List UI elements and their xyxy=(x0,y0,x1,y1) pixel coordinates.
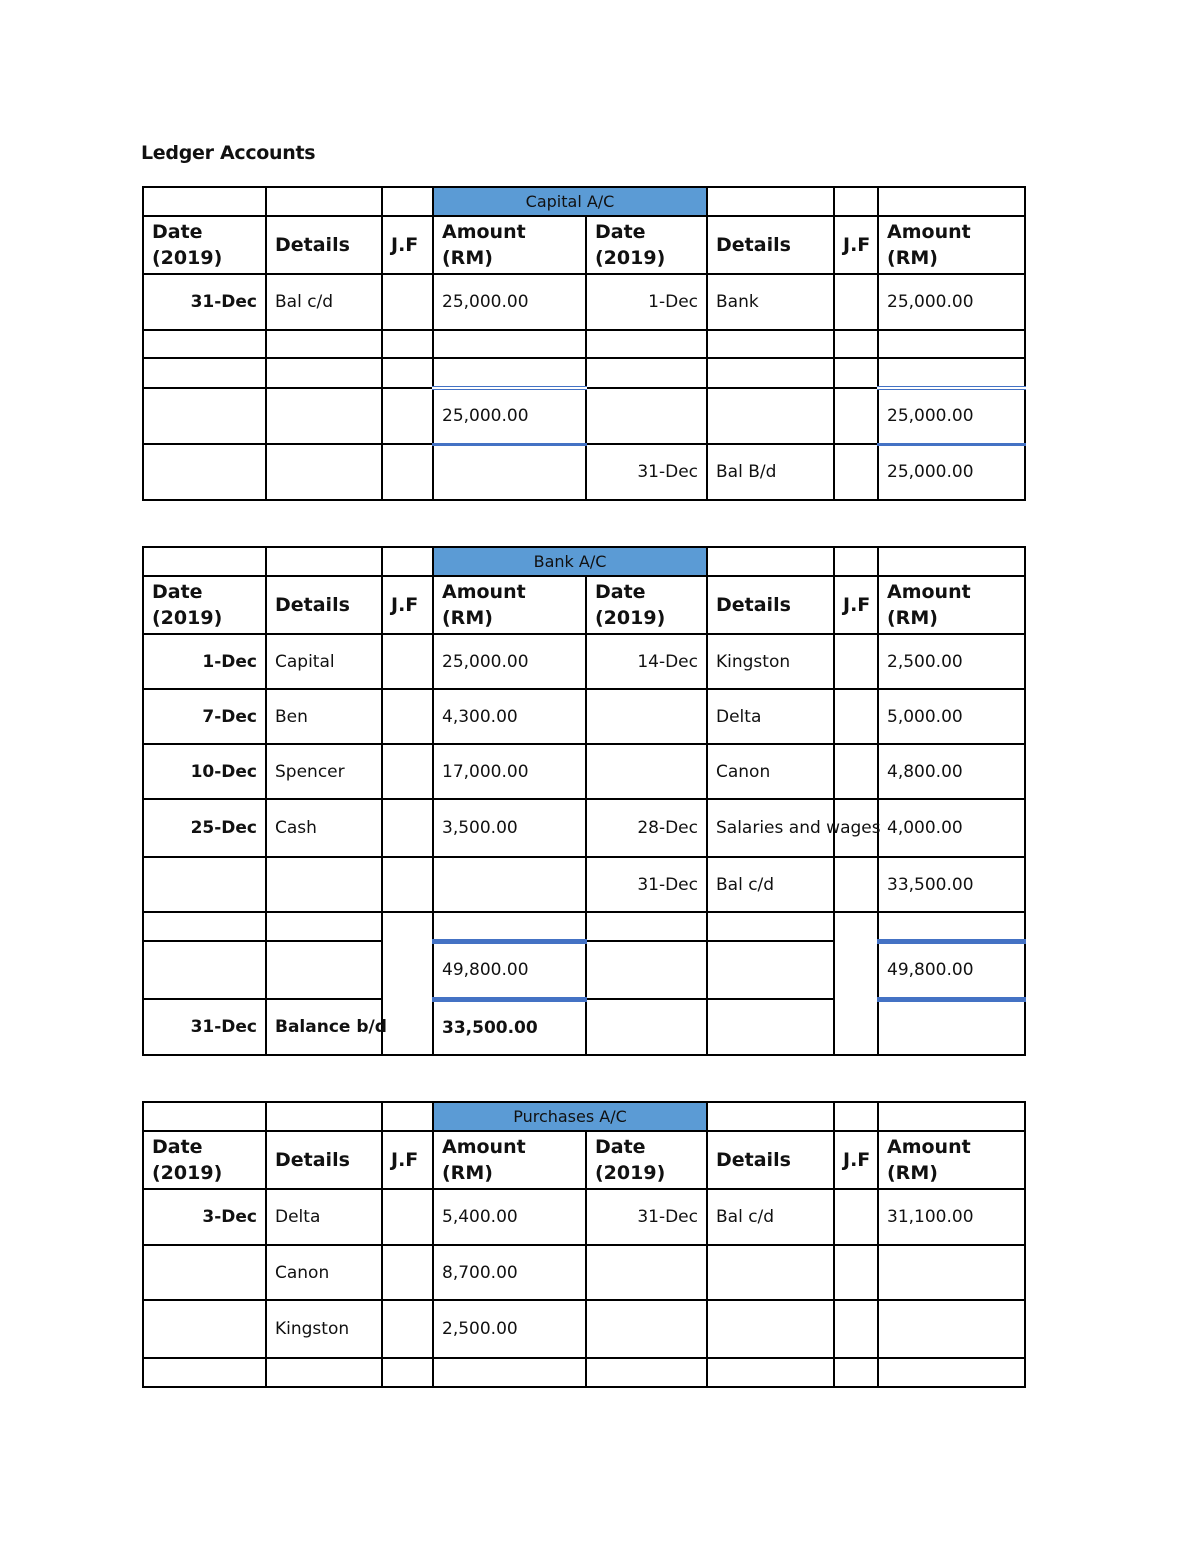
dr-amount: 5,400.00 xyxy=(433,1189,586,1245)
header-amount: Amount (RM) xyxy=(433,216,586,274)
header-amount: Amount (RM) xyxy=(878,216,1025,274)
header-date: Date (2019) xyxy=(143,576,266,634)
account-title: Capital A/C xyxy=(433,187,707,216)
table-row xyxy=(143,744,1025,799)
dr-amount: 8,700.00 xyxy=(433,1245,586,1300)
cr-details: Kingston xyxy=(707,634,834,689)
header-date: Date (2019) xyxy=(586,216,707,274)
dr-date: 1-Dec xyxy=(143,634,266,689)
header-amount: Amount (RM) xyxy=(433,576,586,634)
dr-amount: 4,300.00 xyxy=(433,689,586,744)
header-details: Details xyxy=(707,1131,834,1189)
cr-details: Bal B/d xyxy=(707,444,834,500)
dr-date: 25-Dec xyxy=(143,799,266,857)
header-details: Details xyxy=(707,216,834,274)
cr-amount: 33,500.00 xyxy=(878,857,1025,912)
header-jf: J.F xyxy=(834,1131,878,1189)
dr-details: Canon xyxy=(266,1245,382,1300)
header-date: Date (2019) xyxy=(143,1131,266,1189)
header-details: Details xyxy=(707,576,834,634)
cr-details: Bal c/d xyxy=(707,1189,834,1245)
table-row xyxy=(143,274,1025,330)
table-row xyxy=(143,1245,1025,1300)
header-date: Date (2019) xyxy=(143,216,266,274)
dr-amount: 25,000.00 xyxy=(433,634,586,689)
cr-amount: 4,800.00 xyxy=(878,744,1025,799)
header-details: Details xyxy=(266,216,382,274)
cr-date: 31-Dec xyxy=(586,857,707,912)
header-row xyxy=(143,1131,1025,1189)
cr-date: 28-Dec xyxy=(586,799,707,857)
dr-amount: 17,000.00 xyxy=(433,744,586,799)
cr-amount: 25,000.00 xyxy=(878,444,1025,500)
header-details: Details xyxy=(266,1131,382,1189)
table-row xyxy=(143,799,1025,857)
cr-details: Bank xyxy=(707,274,834,330)
cr-jf xyxy=(834,274,878,330)
table-row xyxy=(143,857,1025,912)
cr-date: 14-Dec xyxy=(586,634,707,689)
cr-amount: 5,000.00 xyxy=(878,689,1025,744)
account-title: Purchases A/C xyxy=(433,1102,707,1131)
cr-amount: 31,100.00 xyxy=(878,1189,1025,1245)
totals-row xyxy=(143,388,1025,444)
table-row xyxy=(143,1300,1025,1358)
cr-date xyxy=(586,689,707,744)
dr-date: 31-Dec xyxy=(143,274,266,330)
header-date: Date (2019) xyxy=(586,576,707,634)
page-title: Ledger Accounts xyxy=(141,142,316,164)
dr-date: 3-Dec xyxy=(143,1189,266,1245)
balance-row xyxy=(143,444,1025,500)
totals-row xyxy=(143,941,1025,999)
header-jf: J.F xyxy=(834,576,878,634)
dr-details: Ben xyxy=(266,689,382,744)
header-details: Details xyxy=(266,576,382,634)
header-jf: J.F xyxy=(382,1131,433,1189)
bank-account-table xyxy=(142,546,1026,1056)
cr-details: Salaries and wages xyxy=(707,799,834,857)
dr-details: Spencer xyxy=(266,744,382,799)
table-row xyxy=(143,634,1025,689)
dr-details: Kingston xyxy=(266,1300,382,1358)
header-amount: Amount (RM) xyxy=(878,1131,1025,1189)
dr-jf xyxy=(382,274,433,330)
balance-row xyxy=(143,999,1025,1055)
dr-amount: 25,000.00 xyxy=(433,274,586,330)
cr-date xyxy=(586,744,707,799)
dr-details: Capital xyxy=(266,634,382,689)
cr-amount: 25,000.00 xyxy=(878,274,1025,330)
cr-amount: 4,000.00 xyxy=(878,799,1025,857)
cr-date: 31-Dec xyxy=(586,444,707,500)
table-row xyxy=(143,1189,1025,1245)
capital-account-table xyxy=(142,186,1026,501)
header-jf: J.F xyxy=(382,216,433,274)
cr-details: Delta xyxy=(707,689,834,744)
dr-date: 7-Dec xyxy=(143,689,266,744)
header-amount: Amount (RM) xyxy=(433,1131,586,1189)
cr-details: Bal c/d xyxy=(707,857,834,912)
cr-date: 1-Dec xyxy=(586,274,707,330)
dr-amount: 3,500.00 xyxy=(433,799,586,857)
table-row xyxy=(143,689,1025,744)
header-amount: Amount (RM) xyxy=(878,576,1025,634)
dr-details: Balance b/d xyxy=(266,999,382,1055)
dr-total: 49,800.00 xyxy=(433,941,586,999)
header-jf: J.F xyxy=(382,576,433,634)
header-row xyxy=(143,216,1025,274)
dr-amount: 2,500.00 xyxy=(433,1300,586,1358)
dr-amount: 33,500.00 xyxy=(433,999,586,1055)
dr-total: 25,000.00 xyxy=(433,388,586,444)
header-row xyxy=(143,576,1025,634)
cr-amount: 2,500.00 xyxy=(878,634,1025,689)
dr-date: 31-Dec xyxy=(143,999,266,1055)
cr-details: Canon xyxy=(707,744,834,799)
dr-details: Delta xyxy=(266,1189,382,1245)
cr-total: 49,800.00 xyxy=(878,941,1025,999)
header-jf: J.F xyxy=(834,216,878,274)
dr-details: Cash xyxy=(266,799,382,857)
cr-date: 31-Dec xyxy=(586,1189,707,1245)
purchases-account-table xyxy=(142,1101,1026,1388)
dr-details: Bal c/d xyxy=(266,274,382,330)
header-date: Date (2019) xyxy=(586,1131,707,1189)
account-title: Bank A/C xyxy=(433,547,707,576)
cr-total: 25,000.00 xyxy=(878,388,1025,444)
dr-date: 10-Dec xyxy=(143,744,266,799)
